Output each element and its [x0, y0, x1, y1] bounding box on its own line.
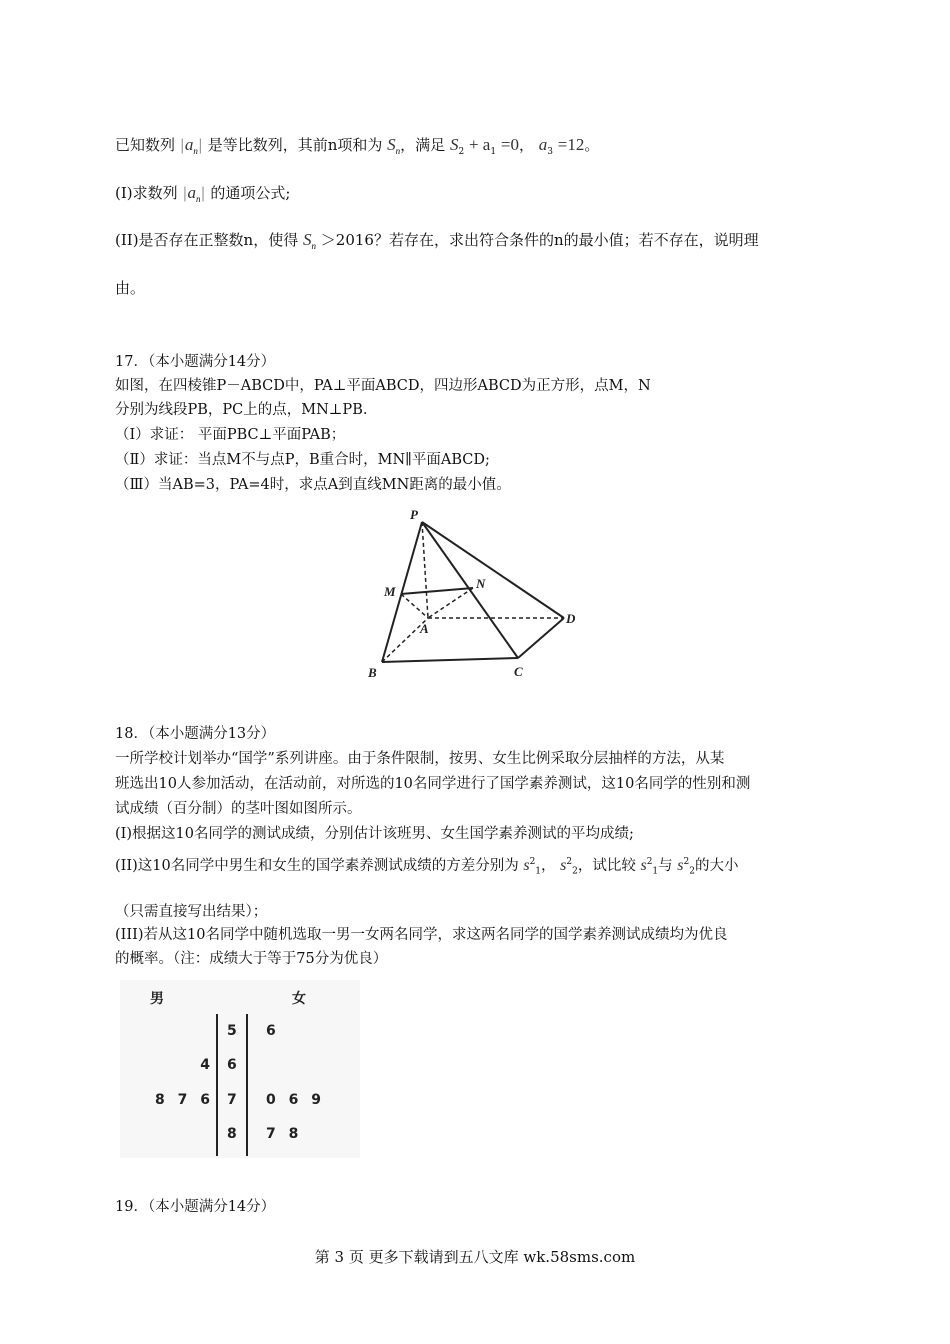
q18-line-3: 试成绩（百分制）的茎叶图如图所示。: [115, 801, 362, 817]
q17-part-1: （Ⅰ）求证： 平面PBC⊥平面PAB；: [115, 427, 346, 443]
S-n-term: S: [387, 135, 396, 154]
vertex-M: M: [384, 584, 396, 599]
vertex-C: C: [514, 664, 523, 679]
q16-part-2: (II)是否存在正整数n，使得 $S_n >2016$？若存在，求出符合条件的n的最小值；若不存在，说明理: [115, 230, 759, 251]
vertex-B: B: [368, 665, 377, 680]
q18-line-2: 班选出10人参加活动，在活动前，对所选的10名同学进行了国学素养测试，这10名同学的性别和测: [115, 776, 751, 792]
male-label: 男: [150, 991, 164, 1007]
q17-heading: 17．（本小题满分14分）: [115, 354, 276, 370]
stem-leaf-plot: 男 女 5 6 4 6 8 7 6 7 0 6 9 8 7 8: [120, 980, 360, 1158]
female-label: 女: [292, 991, 306, 1007]
q19-heading: 19．（本小题满分14分）: [115, 1199, 276, 1215]
q16-line-1: 已知数列 $|a_n|$ 是等比数列，其前n项和为 $S_n$，满足 $S_2 + a_1 =0$， $a_3 =12$。: [115, 135, 600, 157]
q18-part-2-cont: （只需直接写出结果）；: [115, 904, 268, 920]
a-n-term: a: [184, 135, 194, 154]
q18-line-1: 一所学校计划举办“国学”系列讲座。由于条件限制，按男、女生比例采取分层抽样的方法，从某: [115, 751, 725, 767]
vertex-D: D: [566, 611, 576, 626]
vertex-P: P: [410, 507, 418, 522]
q17-part-2: （Ⅱ）求证：当点M不与点P，B重合时，MN∥平面ABCD;: [115, 452, 490, 468]
vertex-A: A: [420, 621, 429, 636]
q17-part-3: （Ⅲ）当AB=3，PA=4时，求点A到直线MN距离的最小值。: [115, 477, 511, 493]
q17-line-1: 如图，在四棱锥P－ABCD中，PA⊥平面ABCD，四边形ABCD为正方形，点M，N: [115, 378, 651, 394]
q18-part-2: (II)这10名同学中男生和女生的国学素养测试成绩的方差分别为 $s^2_1$， $s^2_2$，试比较 $s^2_1$与 $s^2_2$的大小: [115, 856, 739, 877]
vertex-N: N: [476, 576, 486, 591]
q16-part-1: (I)求数列 $|a_n|$ 的通项公式;: [115, 183, 291, 204]
q18-part-3: (III)若从这10名同学中随机选取一男一女两名同学，求这两名同学的国学素养测试成绩均为优良: [115, 927, 728, 943]
pyramid-figure: [360, 500, 600, 690]
q17-line-2: 分别为线段PB，PC上的点，MN⊥PB.: [115, 402, 368, 418]
page-footer: 第 3 页 更多下载请到五八文库 wk.58sms.com: [314, 1248, 636, 1266]
q16-part-2-cont: 由。: [115, 279, 146, 297]
q18-part-3-cont: 的概率。（注：成绩大于等于75分为优良）: [115, 951, 388, 967]
q18-part-1: (I)根据这10名同学的测试成绩，分别估计该班男、女生国学素养测试的平均成绩;: [115, 826, 634, 842]
q18-heading: 18．（本小题满分13分）: [115, 726, 276, 742]
